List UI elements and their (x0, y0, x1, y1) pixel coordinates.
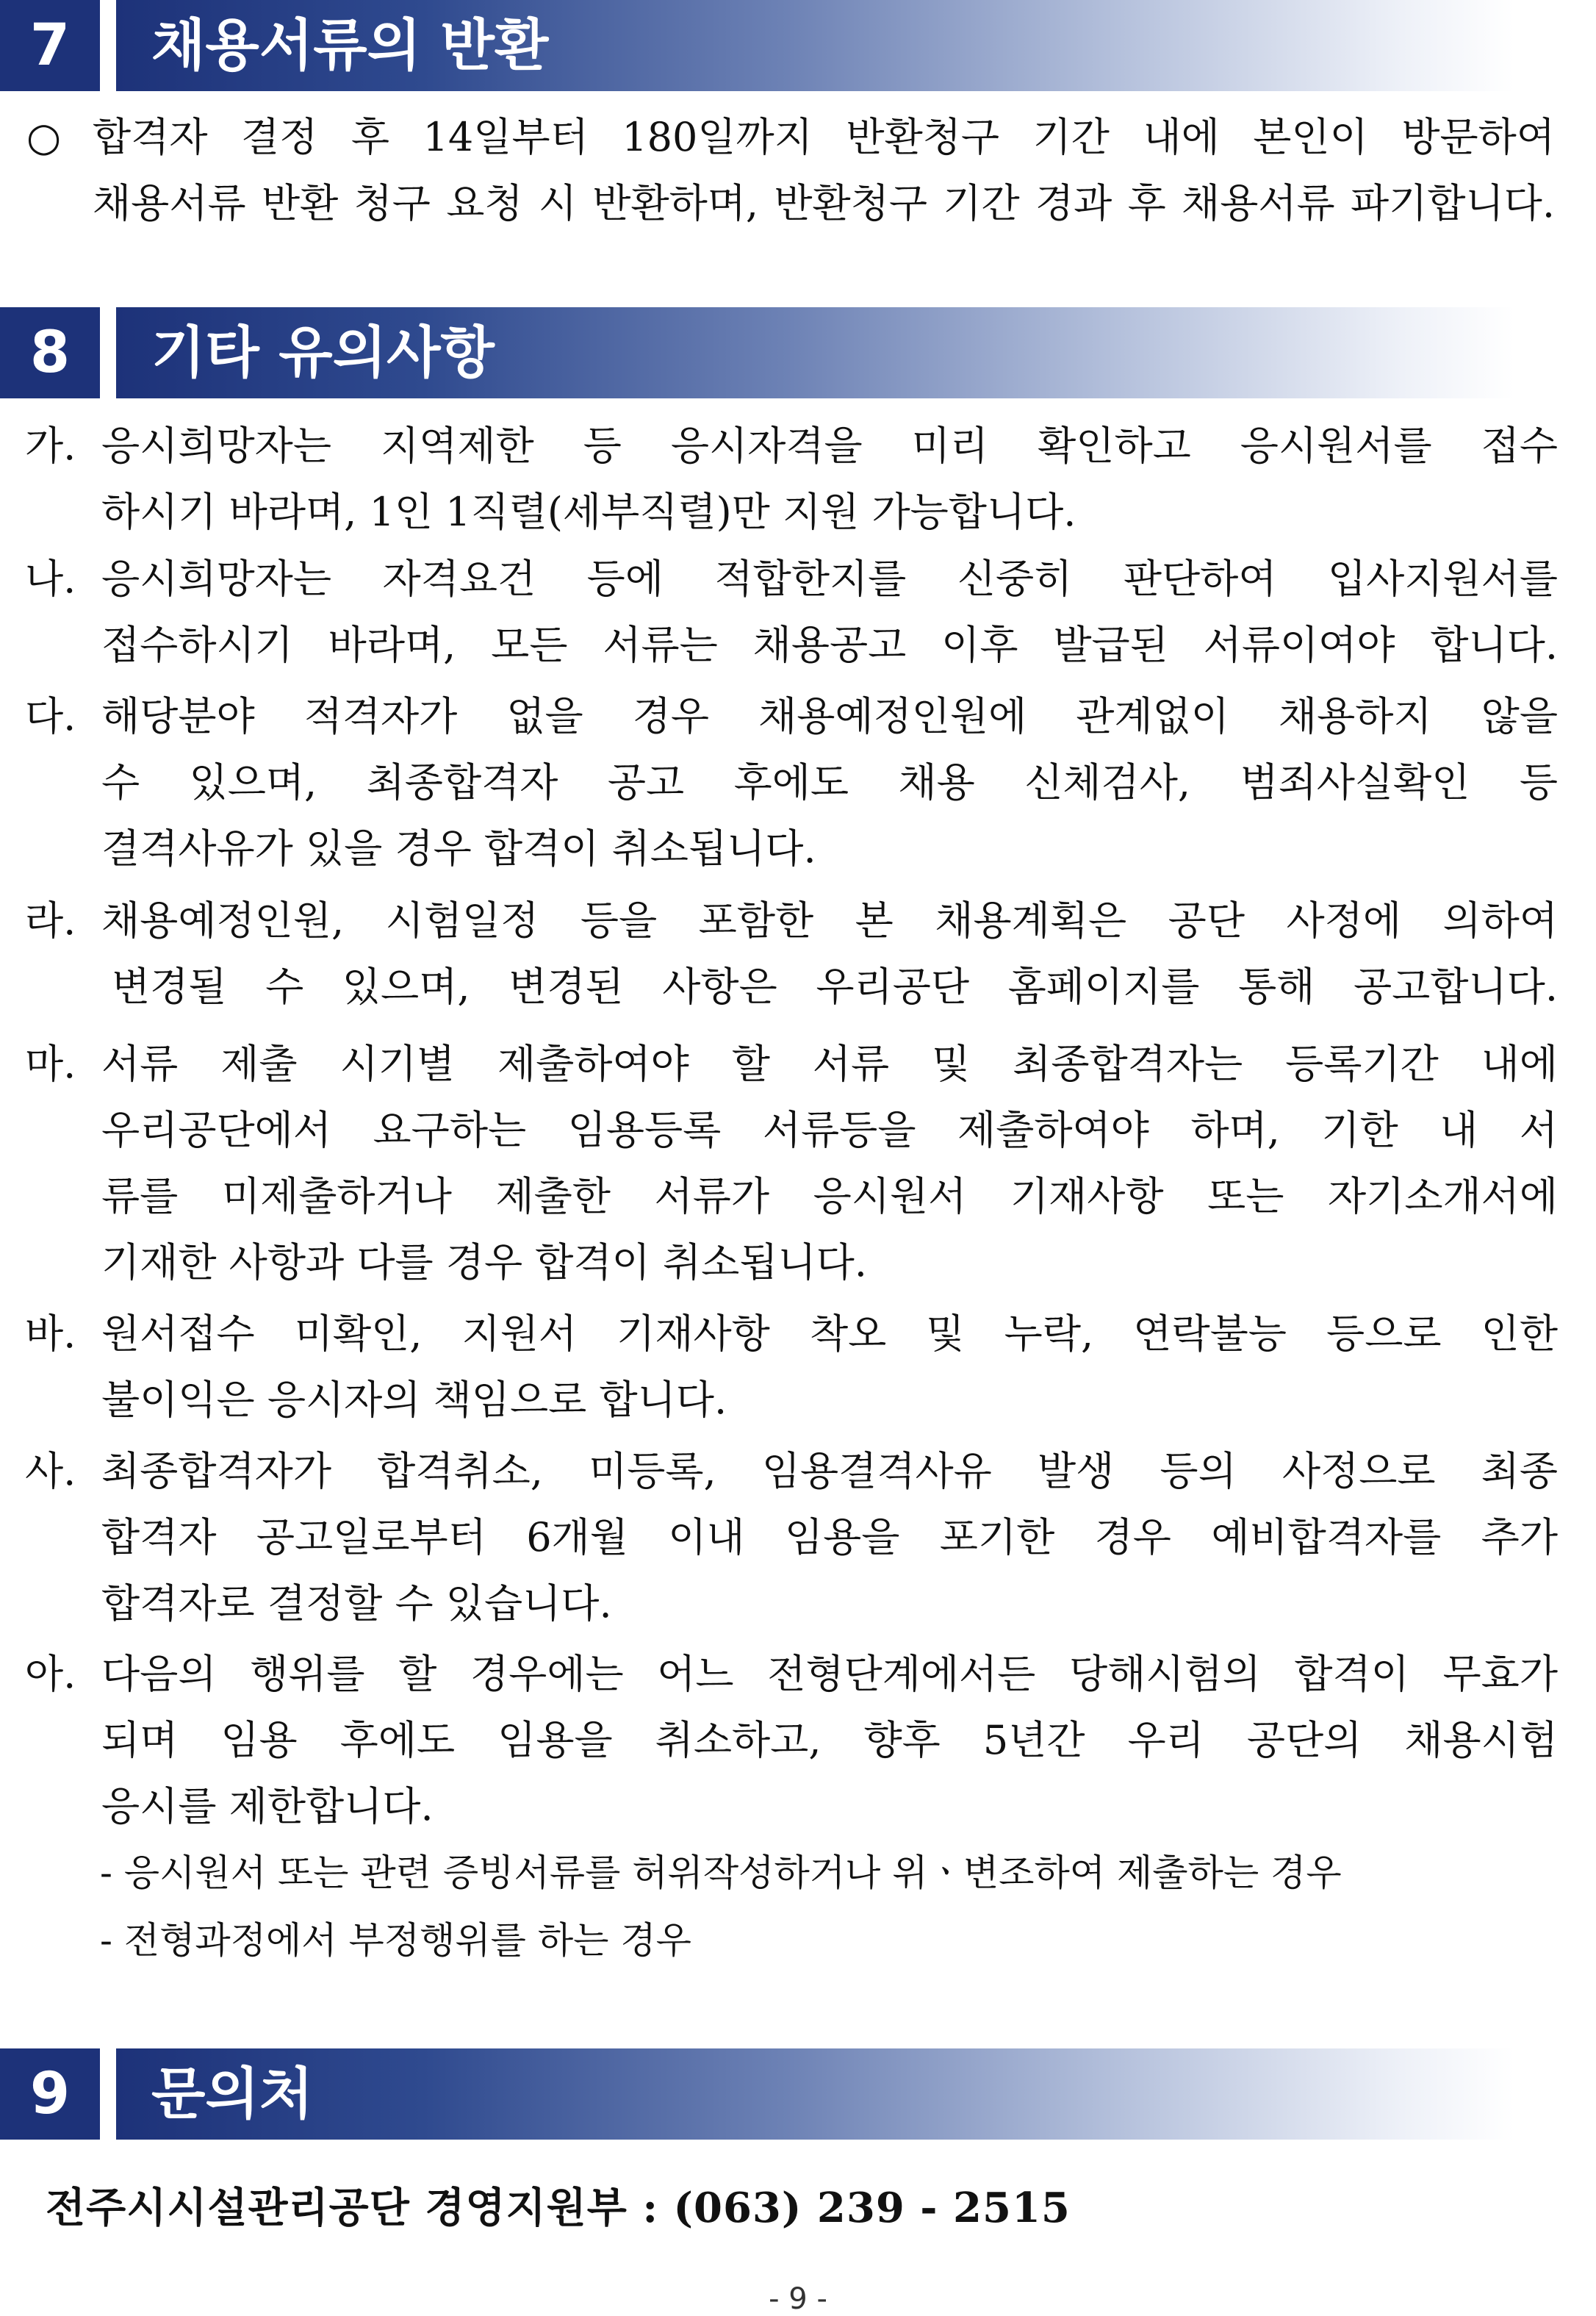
section-title: 문의처 (151, 2061, 314, 2126)
item-marker: 마. (25, 1041, 76, 1087)
item-line: 불이익은 응시자의 책임으로 합니다. (101, 1377, 727, 1423)
section-number: 7 (0, 0, 100, 91)
section-title-bar (116, 2048, 1514, 2140)
paragraph-line: 합격자 결정 후 14일부터 180일까지 반환청구 기간 내에 본인이 방문하여 (93, 114, 1555, 160)
section-7-header (0, 0, 1514, 91)
item-line: 서류 제출 시기별 제출하여야 할 서류 및 최종합격자는 등록기간 내에 (101, 1041, 1558, 1087)
item-marker: 라. (25, 897, 76, 944)
item-line: 응시를 제한합니다. (101, 1783, 434, 1829)
item-line: 합격자 공고일로부터 6개월 이내 임용을 포기한 경우 예비합격자를 추가 (101, 1514, 1558, 1560)
item-marker: 다. (25, 693, 76, 739)
item-marker: 가. (25, 423, 76, 469)
item-line: 하시기 바라며, 1인 1직렬(세부직렬)만 지원 가능합니다. (101, 489, 1076, 535)
item-line: 우리공단에서 요구하는 임용등록 서류등을 제출하여야 하며, 기한 내 서 (101, 1107, 1558, 1153)
item-line: 되며 임용 후에도 임용을 취소하고, 향후 5년간 우리 공단의 채용시험 (101, 1717, 1558, 1763)
item-line: 최종합격자가 합격취소, 미등록, 임용결격사유 발생 등의 사정으로 최종 (101, 1448, 1558, 1494)
section-number: 9 (0, 2048, 100, 2140)
item-marker: 아. (25, 1651, 76, 1697)
section-title-bar (116, 0, 1514, 91)
section-title: 채용서류의 반환 (151, 12, 549, 78)
item-line: 결격사유가 있을 경우 합격이 취소됩니다. (101, 825, 816, 872)
item-line: 기재한 사항과 다를 경우 합격이 취소됩니다. (101, 1239, 867, 1286)
item-line: 수 있으며, 최종합격자 공고 후에도 채용 신체검사, 범죄사실확인 등 (101, 759, 1558, 806)
item-marker: 사. (25, 1448, 76, 1494)
item-line: 접수하시기 바라며, 모든 서류는 채용공고 이후 발급된 서류이여야 합니다. (101, 622, 1558, 668)
item-line: 채용예정인원, 시험일정 등을 포함한 본 채용계획은 공단 사정에 의하여 (101, 897, 1558, 944)
item-line: 변경될 수 있으며, 변경된 사항은 우리공단 홈페이지를 통해 공고합니다. (112, 964, 1558, 1010)
section-title-bar (116, 307, 1514, 398)
section-9-header (0, 2048, 1514, 2140)
paragraph-line: 채용서류 반환 청구 요청 시 반환하며, 반환청구 기간 경과 후 채용서류 파기합니다. (93, 180, 1555, 226)
contact-info: 전주시시설관리공단 경영지원부 : (063) 239 - 2515 (46, 2184, 1071, 2232)
circle-bullet-icon: ○ (26, 114, 62, 160)
page-number: - 9 - (769, 2282, 827, 2316)
section-number: 8 (0, 307, 100, 398)
section-8-header (0, 307, 1514, 398)
item-line: 원서접수 미확인, 지원서 기재사항 착오 및 누락, 연락불능 등으로 인한 (101, 1311, 1558, 1357)
item-line: 류를 미제출하거나 제출한 서류가 응시원서 기재사항 또는 자기소개서에 (101, 1173, 1558, 1219)
item-line: 응시희망자는 자격요건 등에 적합한지를 신중히 판단하여 입사지원서를 (101, 556, 1558, 602)
sub-item: - 전형과정에서 부정행위를 하는 경우 (100, 1919, 691, 1962)
item-line: 해당분야 적격자가 없을 경우 채용예정인원에 관계없이 채용하지 않을 (101, 693, 1558, 739)
item-line: 합격자로 결정할 수 있습니다. (101, 1580, 612, 1627)
section-title: 기타 유의사항 (151, 320, 495, 385)
item-marker: 바. (25, 1311, 76, 1357)
item-line: 응시희망자는 지역제한 등 응시자격을 미리 확인하고 응시원서를 접수 (101, 423, 1558, 469)
sub-item: - 응시원서 또는 관련 증빙서류를 허위작성하거나 위ㆍ변조하여 제출하는 경우 (100, 1851, 1342, 1894)
item-marker: 나. (25, 556, 76, 602)
item-line: 다음의 행위를 할 경우에는 어느 전형단계에서든 당해시험의 합격이 무효가 (101, 1651, 1558, 1697)
